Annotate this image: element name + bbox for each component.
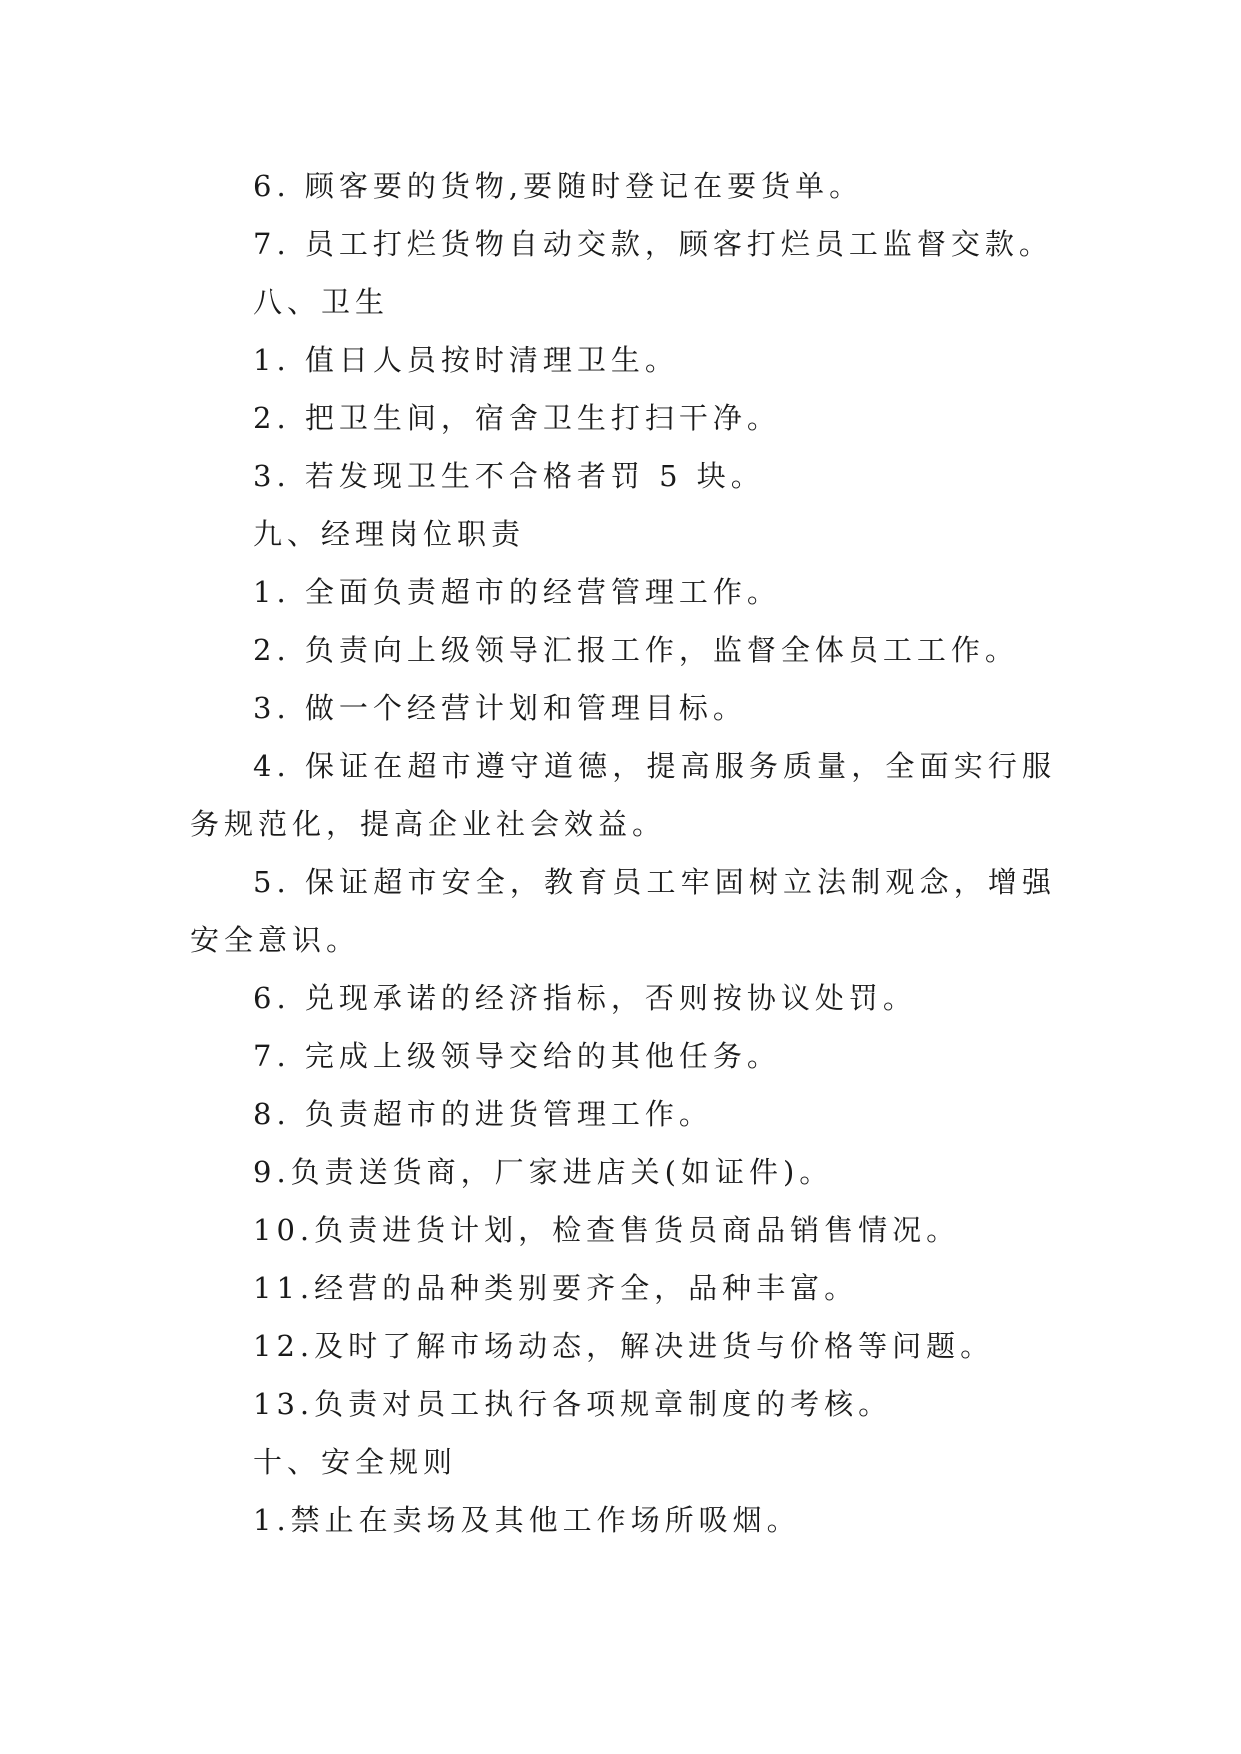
list-item: 4. 保证在超市遵守道德，提高服务质量，全面实行服务规范化，提高企业社会效益。 xyxy=(190,749,1056,841)
list-item: 5. 保证超市安全，教育员工牢固树立法制观念，增强安全意识。 xyxy=(190,865,1056,957)
list-item: 2. 把卫生间，宿舍卫生打扫干净。 xyxy=(253,401,781,435)
section-heading: 九、经理岗位职责 xyxy=(253,517,526,551)
list-item: 1. 值日人员按时清理卫生。 xyxy=(253,343,679,377)
list-item: 3. 做一个经营计划和管理目标。 xyxy=(253,691,747,725)
list-item: 6. 兑现承诺的经济指标，否则按协议处罚。 xyxy=(253,981,917,1015)
section-heading: 十、安全规则 xyxy=(253,1445,458,1479)
list-item: 9.负责送货商，厂家进店关(如证件)。 xyxy=(253,1155,834,1189)
list-item: 12.及时了解市场动态，解决进货与价格等问题。 xyxy=(253,1329,995,1363)
list-item: 8. 负责超市的进货管理工作。 xyxy=(253,1097,713,1131)
list-item: 7. 员工打烂货物自动交款，顾客打烂员工监督交款。 xyxy=(253,227,1053,261)
list-item: 6. 顾客要的货物,要随时登记在要货单。 xyxy=(253,169,864,203)
list-item: 11.经营的品种类别要齐全，品种丰富。 xyxy=(253,1271,859,1305)
list-item: 2. 负责向上级领导汇报工作，监督全体员工工作。 xyxy=(253,633,1019,667)
list-item: 10.负责进货计划，检查售货员商品销售情况。 xyxy=(253,1213,961,1247)
section-heading: 八、卫生 xyxy=(253,285,390,319)
list-item: 7. 完成上级领导交给的其他任务。 xyxy=(253,1039,781,1073)
list-item: 3. 若发现卫生不合格者罚 5 块。 xyxy=(253,459,765,493)
list-item: 13.负责对员工执行各项规章制度的考核。 xyxy=(253,1387,893,1421)
list-item: 1. 全面负责超市的经营管理工作。 xyxy=(253,575,781,609)
document-body xyxy=(190,157,1056,1549)
list-item: 1.禁止在卖场及其他工作场所吸烟。 xyxy=(253,1503,801,1537)
